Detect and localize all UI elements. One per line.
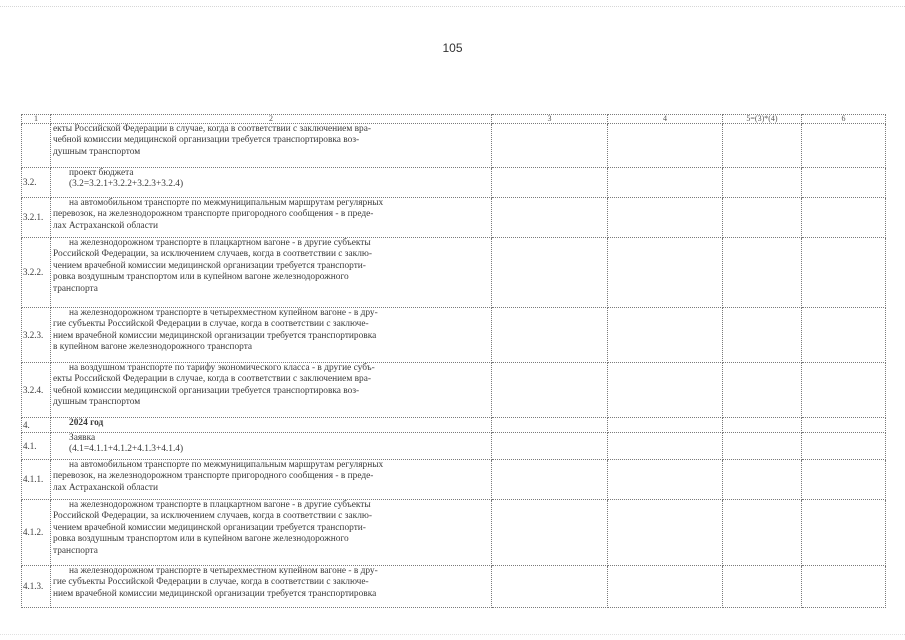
- table-row: [22, 124, 886, 168]
- table-header-row: [22, 115, 886, 124]
- value-cell: [723, 198, 802, 238]
- description-line: на автомобильном транспорте по межмуниципальным маршрутам регулярных: [69, 460, 384, 470]
- value-cell: [492, 198, 608, 238]
- description-line: перевозок, на железнодорожном транспорте пригородного сообщения - в преде-: [53, 209, 374, 220]
- value-cell: [608, 418, 723, 433]
- value-cell: [608, 168, 723, 198]
- value-cell: [802, 500, 886, 566]
- description-line: нием врачебной комиссии медицинской организации требуется транспортировка: [53, 588, 377, 599]
- value-cell: [802, 363, 886, 418]
- description-line: перевозок, на железнодорожном транспорте пригородного сообщения - в преде-: [53, 471, 374, 482]
- row-number: 3.2.: [22, 168, 51, 198]
- row-number: 3.2.3.: [22, 308, 51, 363]
- description-line: душным транспортом: [53, 146, 141, 157]
- value-cell: [492, 460, 608, 500]
- row-description: [51, 433, 492, 460]
- value-cell: [723, 433, 802, 460]
- table-row: [22, 198, 886, 238]
- budget-table: [21, 114, 886, 608]
- description-line: екты Российской Федерации в случае, когда в соответствии с заключением вра-: [53, 374, 372, 385]
- value-cell: [802, 238, 886, 308]
- value-cell: [492, 418, 608, 433]
- value-cell: [802, 418, 886, 433]
- value-cell: [492, 168, 608, 198]
- value-cell: [492, 124, 608, 168]
- description-line: чением врачебной комиссии медицинской организации требуется транспорти-: [53, 260, 366, 271]
- value-cell: [802, 124, 886, 168]
- description-line: чением врачебной комиссии медицинской организации требуется транспорти-: [53, 522, 366, 533]
- row-description: [51, 168, 492, 198]
- column-header: 6: [802, 115, 886, 124]
- value-cell: [723, 124, 802, 168]
- row-description: [51, 460, 492, 500]
- description-line: в купейном вагоне железнодорожного транспорта: [53, 342, 253, 353]
- value-cell: [802, 460, 886, 500]
- description-line: проект бюджета: [69, 168, 134, 178]
- row-description: [51, 124, 492, 168]
- table-row: [22, 566, 886, 608]
- scan-edge-top: [0, 6, 905, 7]
- value-cell: [802, 433, 886, 460]
- value-cell: [492, 433, 608, 460]
- description-line: чебной комиссии медицинской организации требуется транспортировка воз-: [53, 385, 360, 396]
- description-line: ровка воздушным транспортом или в купейном вагоне железнодорожного: [53, 272, 349, 283]
- value-cell: [802, 198, 886, 238]
- table-row: [22, 418, 886, 433]
- row-description: [51, 363, 492, 418]
- column-header: 1: [22, 115, 51, 124]
- row-number: 4.: [22, 418, 51, 433]
- row-description: [51, 238, 492, 308]
- value-cell: [802, 566, 886, 608]
- table-row: [22, 363, 886, 418]
- column-header: 5=(3)*(4): [723, 115, 802, 124]
- description-line: лах Астраханской области: [53, 220, 158, 231]
- description-line: Российской Федерации, за исключением случаев, когда в соответствии с заклю-: [53, 249, 373, 260]
- description-line: транспорта: [53, 545, 98, 556]
- column-header: 2: [51, 115, 492, 124]
- table-row: [22, 168, 886, 198]
- value-cell: [608, 238, 723, 308]
- row-number: 3.2.4.: [22, 363, 51, 418]
- description-line: (3.2=3.2.1+3.2.2+3.2.3+3.2.4): [69, 179, 184, 190]
- description-line: на воздушном транспорте по тарифу экономического класса - в другие субъ-: [69, 363, 375, 373]
- row-number: 3.2.2.: [22, 238, 51, 308]
- row-description: [51, 308, 492, 363]
- value-cell: [608, 500, 723, 566]
- value-cell: [723, 168, 802, 198]
- description-line: на железнодорожном транспорте в четырехместном купейном вагоне - в дру-: [69, 308, 378, 318]
- description-line: ровка воздушным транспортом или в купейном вагоне железнодорожного: [53, 534, 349, 545]
- value-cell: [608, 308, 723, 363]
- value-cell: [608, 433, 723, 460]
- value-cell: [723, 500, 802, 566]
- description-line: нием врачебной комиссии медицинской организации требуется транспортировка: [53, 330, 377, 341]
- description-line: (4.1=4.1.1+4.1.2+4.1.3+4.1.4): [69, 444, 184, 455]
- value-cell: [723, 238, 802, 308]
- table-row: [22, 433, 886, 460]
- value-cell: [608, 566, 723, 608]
- row-number: 4.1.: [22, 433, 51, 460]
- row-description: [51, 418, 492, 433]
- description-line: транспорта: [53, 283, 98, 294]
- description-line: на железнодорожном транспорте в плацкартном вагоне - в другие субъекты: [69, 238, 371, 248]
- value-cell: [723, 460, 802, 500]
- value-cell: [492, 238, 608, 308]
- description-line: на железнодорожном транспорте в плацкартном вагоне - в другие субъекты: [69, 500, 371, 510]
- description-line: лах Астраханской области: [53, 482, 158, 493]
- row-number: 3.2.1.: [22, 198, 51, 238]
- column-header: 4: [608, 115, 723, 124]
- description-line: на автомобильном транспорте по межмуниципальным маршрутам регулярных: [69, 198, 384, 208]
- description-line: на железнодорожном транспорте в четырехместном купейном вагоне - в дру-: [69, 566, 378, 576]
- description-line: чебной комиссии медицинской организации требуется транспортировка воз-: [53, 135, 360, 146]
- value-cell: [723, 363, 802, 418]
- year-heading: 2024 год: [69, 418, 104, 428]
- value-cell: [492, 500, 608, 566]
- value-cell: [492, 566, 608, 608]
- description-line: гие субъекты Российской Федерации в случае, когда в соответствии с заключе-: [53, 319, 369, 330]
- row-number: [22, 124, 51, 168]
- table-row: [22, 238, 886, 308]
- value-cell: [492, 363, 608, 418]
- column-header: 3: [492, 115, 608, 124]
- value-cell: [723, 308, 802, 363]
- description-line: екты Российской Федерации в случае, когда в соответствии с заключением вра-: [53, 124, 372, 134]
- value-cell: [608, 198, 723, 238]
- row-number: 4.1.2.: [22, 500, 51, 566]
- description-line: гие субъекты Российской Федерации в случае, когда в соответствии с заключе-: [53, 577, 369, 588]
- value-cell: [723, 418, 802, 433]
- row-description: [51, 566, 492, 608]
- table-row: [22, 308, 886, 363]
- value-cell: [608, 363, 723, 418]
- description-line: душным транспортом: [53, 397, 141, 408]
- row-description: [51, 500, 492, 566]
- row-number: 4.1.3.: [22, 566, 51, 608]
- value-cell: [802, 308, 886, 363]
- description-line: Российской Федерации, за исключением случаев, когда в соответствии с заклю-: [53, 511, 373, 522]
- value-cell: [492, 308, 608, 363]
- value-cell: [723, 566, 802, 608]
- row-number: 4.1.1.: [22, 460, 51, 500]
- page-number: 105: [442, 41, 463, 55]
- value-cell: [608, 124, 723, 168]
- table-row: [22, 460, 886, 500]
- table-row: [22, 500, 886, 566]
- description-line: Заявка: [69, 433, 96, 443]
- value-cell: [802, 168, 886, 198]
- row-description: [51, 198, 492, 238]
- value-cell: [608, 460, 723, 500]
- scan-edge-bottom: [0, 634, 905, 635]
